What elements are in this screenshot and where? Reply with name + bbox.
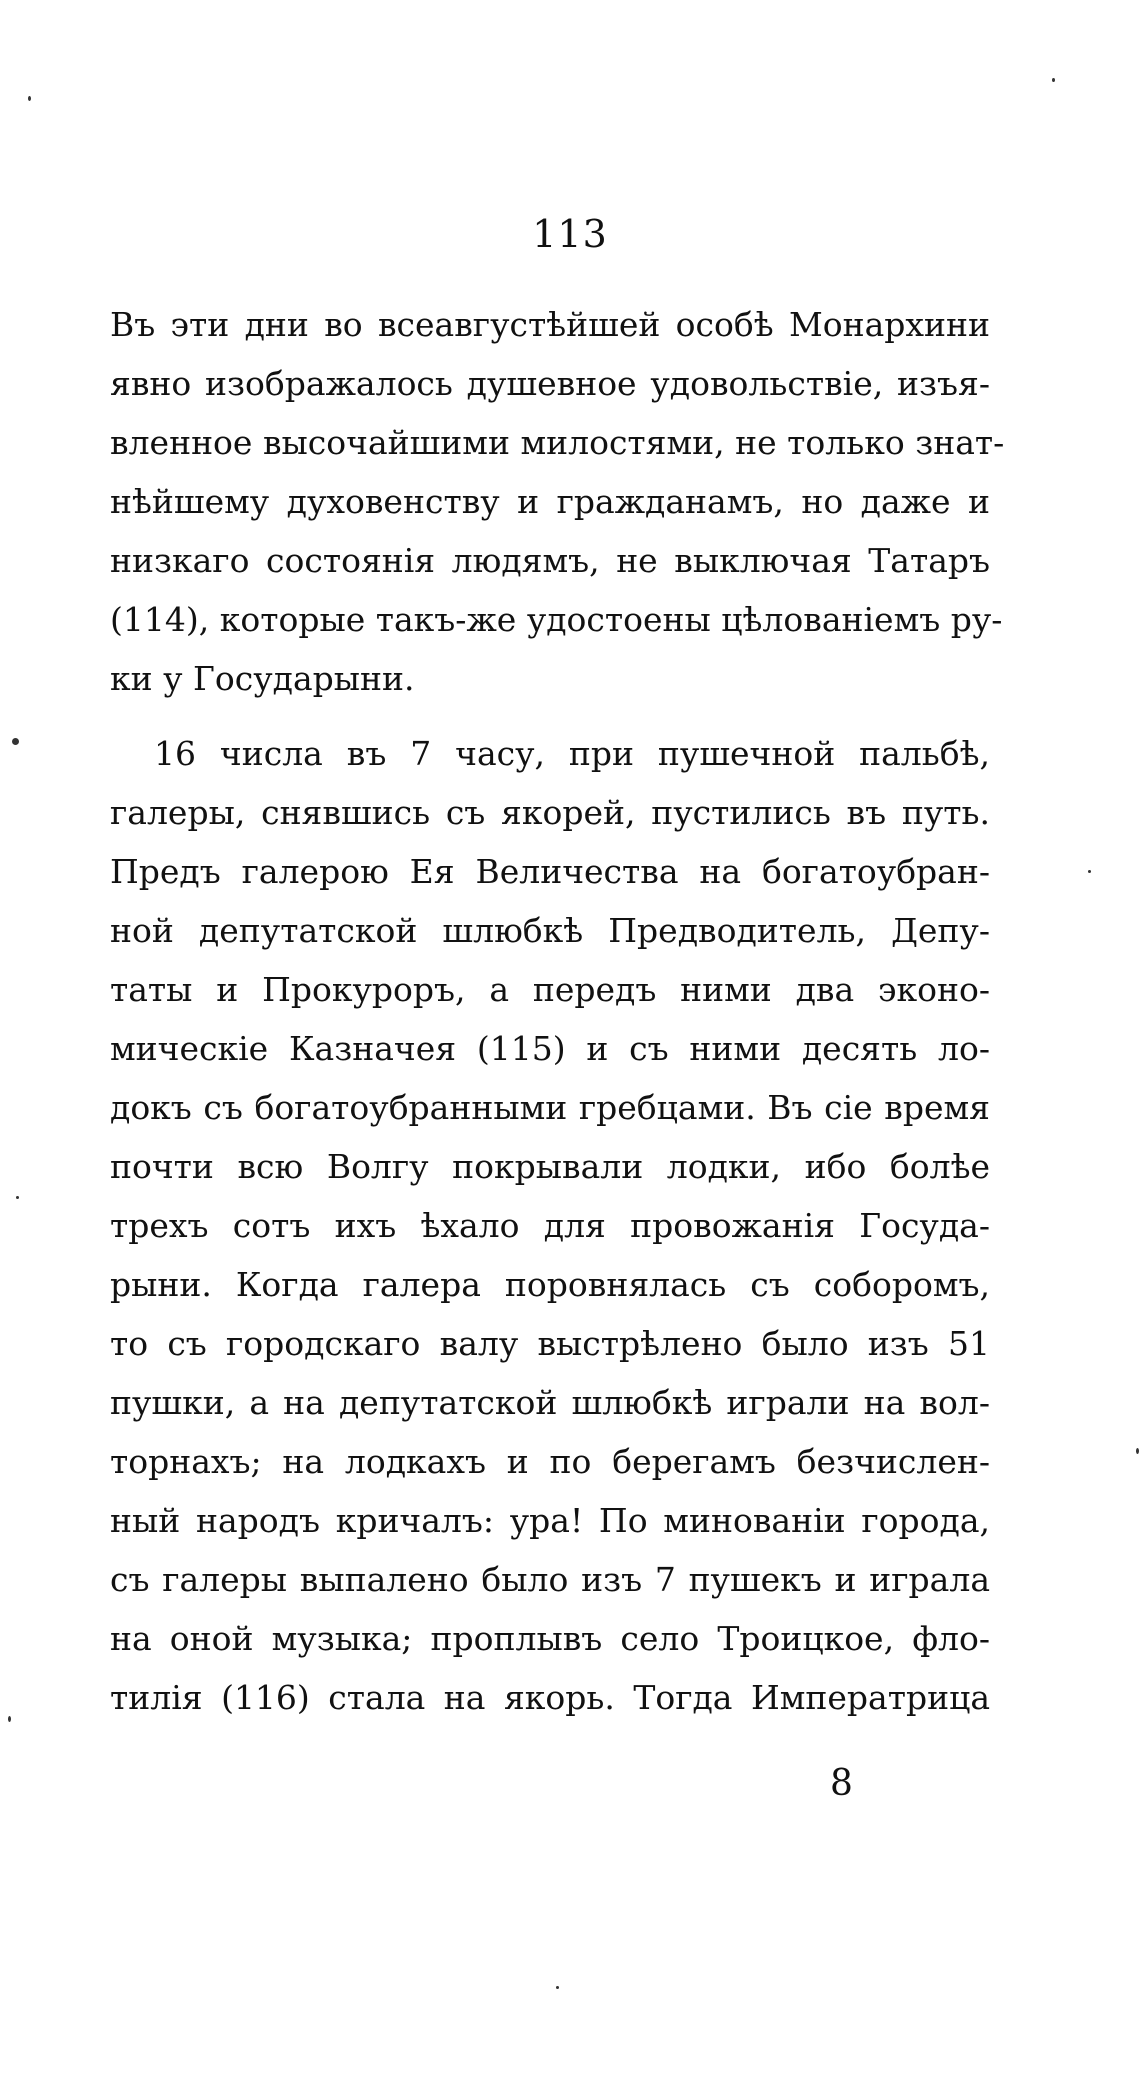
text-line: рыни. Когда галера поровнялась съ соборомъ, [110, 1265, 990, 1304]
text-line: мическіе Казначея (115) и съ ними десять ло- [110, 1029, 990, 1068]
print-speck [8, 1716, 11, 1722]
paragraph-gap [110, 708, 990, 724]
text-line: ки у Государыни. [110, 659, 415, 698]
text-line: Въ эти дни во всеавгустѣйшей особѣ Монархини [110, 305, 990, 344]
text-line: то съ городскаго валу выстрѣлено было изъ 51 [110, 1324, 990, 1363]
text-line: 16 числа въ 7 часу, при пушечной пальбѣ, [154, 734, 990, 773]
text-line: галеры, снявшись съ якорей, пустились въ путь. [110, 793, 990, 832]
print-speck [1088, 870, 1091, 873]
print-speck [1052, 78, 1055, 82]
text-line: Предъ галерою Ея Величества на богатоубран- [110, 852, 990, 891]
text-line: тилія (116) стала на якорь. Тогда Императрица [110, 1678, 990, 1717]
text-line: ный народъ кричалъ: ура! По минованіи города, [110, 1501, 990, 1540]
text-line: явно изображалось душевное удовольствіе, изъя- [110, 364, 990, 403]
print-speck [28, 96, 31, 101]
body-text [110, 295, 1005, 1727]
text-line: вленное высочайшими милостями, не только знат- [110, 423, 1005, 462]
signature-mark: 8 [830, 1763, 853, 1804]
text-line: на оной музыка; проплывъ село Троицкое, фло- [110, 1619, 990, 1658]
text-line: торнахъ; на лодкахъ и по берегамъ безчислен- [110, 1442, 990, 1481]
text-line: (114), которые такъ-же удостоены цѣлованіемъ ру- [110, 600, 1003, 639]
text-line: трехъ сотъ ихъ ѣхало для провожанія Госуда- [110, 1206, 990, 1245]
print-speck [1136, 1448, 1139, 1454]
page-number: 113 [532, 212, 608, 256]
text-line: нѣйшему духовенству и гражданамъ, но даже и [110, 482, 990, 521]
print-speck [16, 1196, 19, 1199]
print-speck [556, 1986, 559, 1989]
text-line: съ галеры выпалено было изъ 7 пушекъ и играла [110, 1560, 990, 1599]
text-line: докъ съ богатоубранными гребцами. Въ сіе время [110, 1088, 990, 1127]
text-line: почти всю Волгу покрывали лодки, ибо болѣе [110, 1147, 990, 1186]
text-line: пушки, а на депутатской шлюбкѣ играли на вол- [110, 1383, 990, 1422]
print-speck [12, 738, 19, 745]
text-line: низкаго состоянія людямъ, не выключая Татаръ [110, 541, 990, 580]
text-line: таты и Прокуроръ, а передъ ними два эконо- [110, 970, 990, 1009]
text-line: ной депутатской шлюбкѣ Предводитель, Депу- [110, 911, 990, 950]
